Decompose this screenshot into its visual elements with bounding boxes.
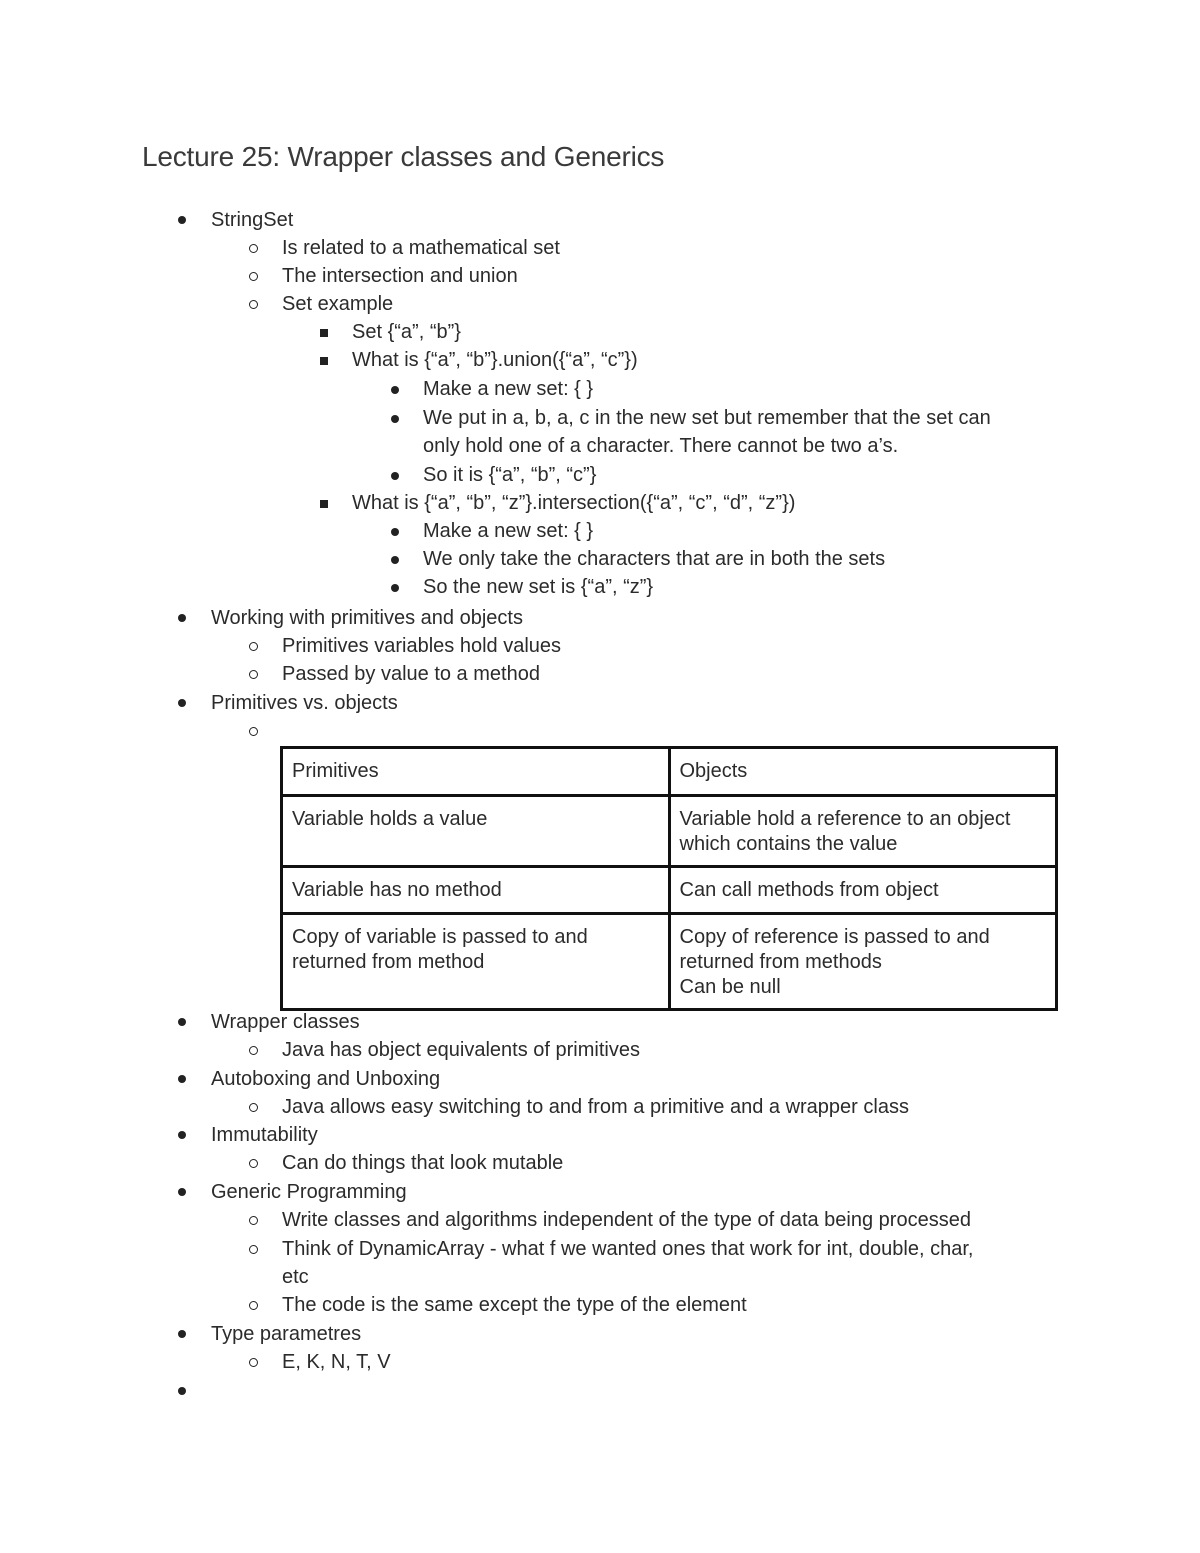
primitives-vs-objects-table [280, 746, 1058, 1011]
bullet-circle-icon [249, 1358, 258, 1367]
list-item: Primitives variables hold values [282, 635, 562, 657]
list-item: Java has object equivalents of primitives [282, 1039, 640, 1061]
table-cell: Variable holds a value [282, 796, 670, 867]
list-item: Wrapper classes [211, 1011, 360, 1033]
bullet-circle-icon [249, 1245, 258, 1254]
table-header-row [282, 748, 1057, 796]
list-item: We put in a, b, a, c in the new set but remember that the set can [423, 407, 991, 429]
bullet-disc-icon [178, 1387, 186, 1395]
list-item: So it is {“a”, “b”, “c”} [423, 464, 597, 486]
list-item: Java allows easy switching to and from a primitive and a wrapper class [282, 1096, 909, 1118]
list-item: Autoboxing and Unboxing [211, 1068, 441, 1090]
list-item: StringSet [211, 209, 294, 231]
bullet-disc-icon [178, 1330, 186, 1338]
list-item: Make a new set: { } [423, 520, 594, 542]
bullet-circle-icon [249, 727, 258, 736]
table-cell: Copy of reference is passed to and returned from methods Can be null [669, 914, 1057, 1010]
bullet-disc-icon [178, 1131, 186, 1139]
list-item: Generic Programming [211, 1181, 407, 1203]
list-item: We only take the characters that are in both the sets [423, 548, 886, 570]
bullet-disc-icon [178, 614, 186, 622]
list-item: What is {“a”, “b”}.union({“a”, “c”}) [352, 349, 638, 371]
bullet-circle-icon [249, 272, 258, 281]
bullet-disc-icon [391, 415, 399, 423]
bullet-circle-icon [249, 1046, 258, 1055]
bullet-circle-icon [249, 1216, 258, 1225]
list-item: Write classes and algorithms independent of the type of data being processed [282, 1209, 971, 1231]
bullet-disc-icon [178, 1075, 186, 1083]
list-item: Can do things that look mutable [282, 1152, 564, 1174]
bullet-disc-icon [391, 472, 399, 480]
bullet-square-icon [320, 500, 328, 508]
document-title: Lecture 25: Wrapper classes and Generics [142, 141, 665, 172]
bullet-disc-icon [391, 584, 399, 592]
list-item: The code is the same except the type of the element [282, 1294, 747, 1316]
list-item-continuation: only hold one of a character. There cannot be two a’s. [423, 435, 899, 457]
bullet-disc-icon [178, 699, 186, 707]
list-item: Set {“a”, “b”} [352, 321, 461, 343]
bullet-circle-icon [249, 670, 258, 679]
table-cell: Variable has no method [282, 867, 670, 914]
bullet-circle-icon [249, 1159, 258, 1168]
list-item: Is related to a mathematical set [282, 237, 560, 259]
list-item: What is {“a”, “b”, “z”}.intersection({“a”, “c”, “d”, “z”}) [352, 492, 796, 514]
list-item: Think of DynamicArray - what f we wanted ones that work for int, double, char, [282, 1238, 974, 1260]
bullet-disc-icon [178, 216, 186, 224]
table-row [282, 796, 1057, 867]
bullet-disc-icon [178, 1018, 186, 1026]
list-item: So the new set is {“a”, “z”} [423, 576, 654, 598]
table-row [282, 867, 1057, 914]
bullet-circle-icon [249, 244, 258, 253]
table-cell: Can call methods from object [669, 867, 1057, 914]
bullet-disc-icon [391, 386, 399, 394]
list-item: Set example [282, 293, 394, 315]
list-item-continuation: etc [282, 1266, 309, 1288]
list-item: The intersection and union [282, 265, 518, 287]
bullet-circle-icon [249, 642, 258, 651]
list-item: Working with primitives and objects [211, 607, 523, 629]
table-cell: Variable hold a reference to an object which contains the value [669, 796, 1057, 867]
bullet-disc-icon [391, 528, 399, 536]
table-row [282, 914, 1057, 1010]
table-cell: Copy of variable is passed to and returned from method [282, 914, 670, 1010]
list-item: Immutability [211, 1124, 318, 1146]
list-item: Passed by value to a method [282, 663, 540, 685]
bullet-square-icon [320, 357, 328, 365]
list-item: Make a new set: { } [423, 378, 594, 400]
bullet-disc-icon [178, 1188, 186, 1196]
bullet-square-icon [320, 329, 328, 337]
bullet-circle-icon [249, 1301, 258, 1310]
bullet-disc-icon [391, 556, 399, 564]
table-header-cell: Primitives [282, 748, 670, 796]
list-item: Type parametres [211, 1323, 362, 1345]
bullet-circle-icon [249, 1103, 258, 1112]
list-item: E, K, N, T, V [282, 1351, 391, 1373]
bullet-circle-icon [249, 300, 258, 309]
list-item: Primitives vs. objects [211, 692, 398, 714]
table-header-cell: Objects [669, 748, 1057, 796]
